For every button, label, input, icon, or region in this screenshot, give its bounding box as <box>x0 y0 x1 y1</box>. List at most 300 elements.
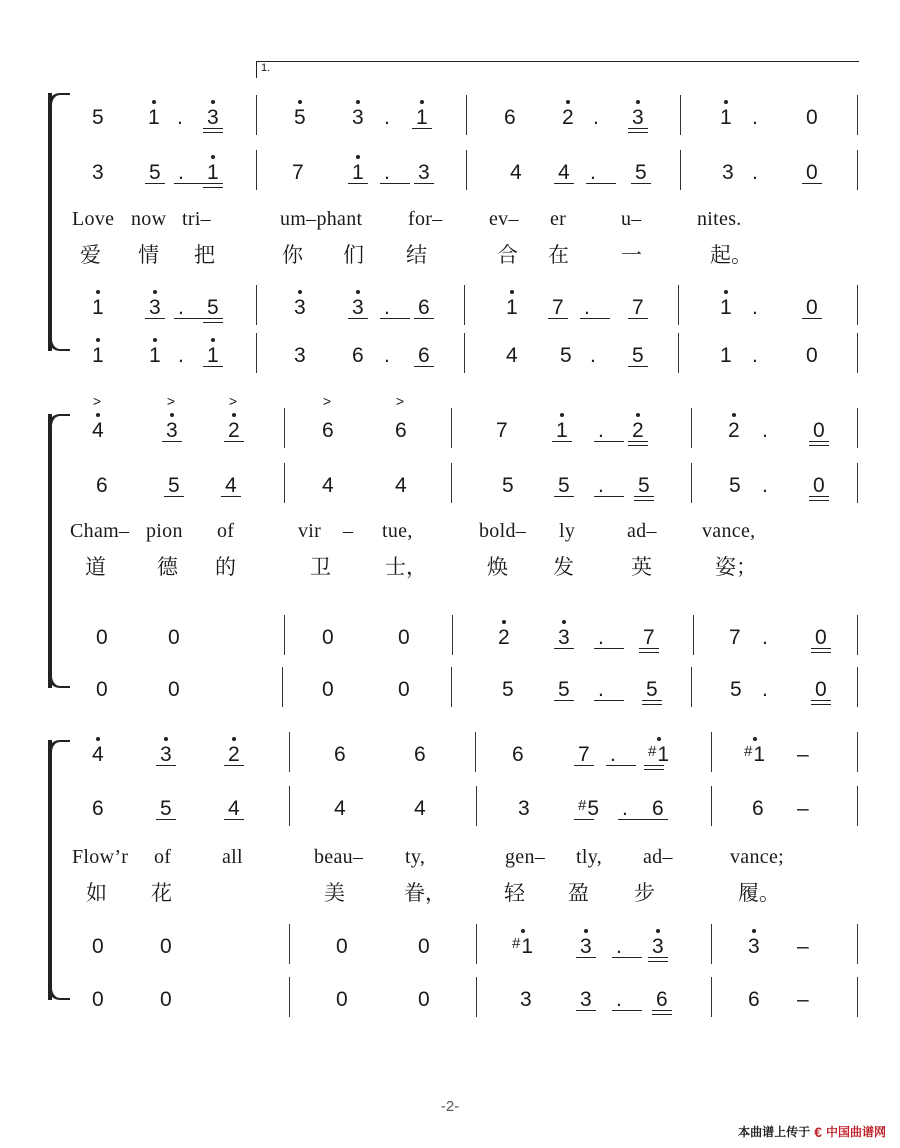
note-value: . <box>762 625 768 649</box>
lyric: Flow’r <box>72 846 129 868</box>
lyric: ly <box>559 520 576 542</box>
note-value: 7 <box>496 418 508 442</box>
underline-beam <box>811 652 831 653</box>
note-value: . <box>616 987 622 1011</box>
note-value: 6 <box>92 796 104 820</box>
lyric: Love <box>72 208 115 230</box>
underline-beam <box>809 441 829 442</box>
note-value: . <box>752 160 758 184</box>
note-glyph <box>520 979 532 1019</box>
lyric: 德 <box>157 555 178 579</box>
note-glyph <box>92 287 104 327</box>
note-value: 5 <box>207 295 219 319</box>
lyric: 爱 <box>80 243 101 267</box>
note-glyph <box>512 926 533 966</box>
note-value: 6 > <box>395 392 407 442</box>
note-glyph <box>502 465 514 505</box>
note-glyph <box>334 734 346 774</box>
note-value: 1 <box>207 162 219 183</box>
underline-beam <box>648 961 668 962</box>
note-glyph <box>418 287 430 327</box>
underline-beam <box>554 648 574 649</box>
accent-mark: > <box>166 392 176 409</box>
note-glyph <box>178 335 184 375</box>
lyric: gen– <box>505 846 546 868</box>
note-value: 6 <box>352 343 364 367</box>
note-value: . <box>178 160 184 184</box>
note-value: 0 <box>813 473 825 497</box>
lyric: tri– <box>182 208 211 230</box>
lyric: 卫 <box>310 555 331 579</box>
lyric: um–phant <box>280 208 363 230</box>
lyric: 一 <box>621 243 642 267</box>
note-glyph <box>813 465 825 505</box>
note-value: . <box>762 677 768 701</box>
note-glyph <box>797 734 809 774</box>
note-glyph <box>178 287 184 327</box>
note-value: 0 <box>322 625 334 649</box>
lyric: pion <box>146 520 183 542</box>
note-glyph <box>578 788 599 828</box>
note-value: 0 <box>815 625 827 649</box>
underline-beam <box>224 819 244 820</box>
lyric: 发 <box>553 555 574 579</box>
note-glyph <box>496 410 508 450</box>
lyric: 情 <box>138 243 159 267</box>
note-glyph <box>418 335 430 375</box>
underline-beam <box>594 441 624 442</box>
note-value: 1 <box>207 345 219 366</box>
note-value: 0 <box>322 677 334 701</box>
underline-beam <box>811 704 831 705</box>
note-glyph <box>292 152 304 192</box>
lyric: beau– <box>314 846 364 868</box>
underline-beam <box>348 183 368 184</box>
note-glyph <box>92 335 104 375</box>
note-value: 0 <box>160 934 172 958</box>
underline-beam <box>628 445 648 446</box>
note-glyph <box>590 152 596 192</box>
note-glyph <box>806 152 818 192</box>
note-value: – <box>797 987 809 1011</box>
note-value: 3 > <box>166 392 178 442</box>
underline-beam <box>639 648 659 649</box>
note-value: 0 <box>418 987 430 1011</box>
note-value: 5 <box>294 107 306 128</box>
note-value: 4 > <box>92 392 104 442</box>
note-value: . <box>384 105 390 129</box>
note-value: 0 <box>418 934 430 958</box>
note-glyph <box>398 617 410 657</box>
note-glyph <box>178 152 184 192</box>
note-value: 0 <box>168 677 180 701</box>
underline-beam <box>612 957 642 958</box>
note-value: 6 <box>748 987 760 1011</box>
lyric: 结 <box>406 243 427 267</box>
underline-beam <box>594 700 624 701</box>
note-glyph <box>336 979 348 1019</box>
note-value: 4 <box>225 473 237 497</box>
lyric: vance, <box>702 520 756 542</box>
note-glyph <box>558 617 570 657</box>
note-value: . <box>384 343 390 367</box>
note-glyph <box>752 97 758 137</box>
note-value: 0 <box>336 987 348 1011</box>
note-glyph <box>562 97 574 137</box>
note-value: . <box>762 473 768 497</box>
note-value: 2 > <box>228 392 240 442</box>
note-value: 5 <box>560 343 572 367</box>
note-glyph <box>510 152 522 192</box>
underline-beam <box>648 819 668 820</box>
note-glyph <box>352 287 364 327</box>
underline-beam <box>348 318 368 319</box>
underline-beam <box>634 496 654 497</box>
note-value: 6 <box>504 105 516 129</box>
underline-beam <box>618 819 648 820</box>
note-value: . <box>384 295 390 319</box>
underline-beam <box>174 183 204 184</box>
note-glyph <box>556 410 568 450</box>
footer-watermark <box>738 1123 886 1140</box>
note-value: 4 <box>558 160 570 184</box>
note-glyph <box>558 669 570 709</box>
note-glyph <box>352 335 364 375</box>
note-value: 5 <box>92 105 104 129</box>
underline-beam <box>548 318 568 319</box>
note-glyph <box>207 152 219 192</box>
note-value: 4 <box>506 343 518 367</box>
underline-beam <box>639 652 659 653</box>
note-value: 1 <box>416 107 428 128</box>
note-glyph <box>336 926 348 966</box>
lyric: 轻 <box>504 881 525 905</box>
note-value: . <box>590 343 596 367</box>
underline-beam <box>576 957 596 958</box>
note-value: 5 <box>729 473 741 497</box>
lyric: Cham– <box>70 520 130 542</box>
note-value: 1 <box>149 345 161 366</box>
note-glyph <box>228 788 240 828</box>
lyric: 道 <box>85 555 106 579</box>
underline-beam <box>811 700 831 701</box>
note-glyph <box>797 788 809 828</box>
underline-beam <box>652 1014 672 1015</box>
note-value: . <box>598 473 604 497</box>
lyric: 如 <box>86 881 107 905</box>
note-value: 1 <box>92 297 104 318</box>
underline-beam <box>414 183 434 184</box>
note-glyph <box>384 152 390 192</box>
underline-beam <box>414 318 434 319</box>
underline-beam <box>145 318 165 319</box>
note-glyph <box>598 465 604 505</box>
note-glyph <box>584 287 590 327</box>
lyric: 履。 <box>738 881 780 905</box>
note-glyph <box>728 410 740 450</box>
underline-beam <box>586 183 616 184</box>
note-glyph <box>590 335 596 375</box>
note-value: 3 <box>294 343 306 367</box>
note-value: 4 <box>414 796 426 820</box>
lyric: 你 <box>282 243 303 267</box>
note-glyph <box>652 926 664 966</box>
underline-beam <box>203 132 223 133</box>
note-value: – <box>797 934 809 958</box>
underline-beam <box>628 366 648 367</box>
underline-beam <box>574 765 594 766</box>
underline-beam <box>156 765 176 766</box>
note-glyph <box>815 669 827 709</box>
note-value: 5 <box>558 677 570 701</box>
lyric: ev– <box>489 208 519 230</box>
underline-beam <box>802 183 822 184</box>
lyric: u– <box>621 208 642 230</box>
note-glyph <box>92 97 104 137</box>
note-glyph <box>762 410 768 450</box>
note-value: . <box>762 418 768 442</box>
note-glyph <box>730 669 742 709</box>
underline-beam <box>628 318 648 319</box>
note-glyph <box>652 788 664 828</box>
note-value: 7 <box>552 295 564 319</box>
note-value: 0 <box>96 625 108 649</box>
note-glyph <box>656 979 668 1019</box>
accent-mark: > <box>395 392 405 409</box>
underline-beam <box>648 957 668 958</box>
note-value: . <box>752 295 758 319</box>
note-value: 0 <box>815 677 827 701</box>
note-value: 0 <box>806 105 818 129</box>
note-value: 3 <box>149 297 161 318</box>
note-glyph <box>646 669 658 709</box>
note-value: 1 <box>352 162 364 183</box>
note-glyph <box>168 617 180 657</box>
note-value: 1 <box>556 420 568 441</box>
underline-beam <box>809 445 829 446</box>
note-value: #1 <box>744 744 765 765</box>
underline-beam <box>552 441 572 442</box>
underline-beam <box>574 819 594 820</box>
underline-beam <box>642 700 662 701</box>
note-value: 3 <box>207 107 219 128</box>
underline-beam <box>156 819 176 820</box>
note-value: 1 <box>720 343 732 367</box>
lyric: bold– <box>479 520 527 542</box>
note-glyph <box>96 465 108 505</box>
note-glyph <box>92 979 104 1019</box>
note-value: . <box>616 934 622 958</box>
note-value: 5 <box>149 160 161 184</box>
lyric: 起。 <box>710 243 752 267</box>
note-glyph <box>352 97 364 137</box>
note-glyph <box>752 287 758 327</box>
accent-mark: > <box>228 392 238 409</box>
note-glyph <box>418 152 430 192</box>
note-value: 0 <box>160 987 172 1011</box>
note-glyph <box>96 617 108 657</box>
note-glyph <box>729 465 741 505</box>
note-glyph <box>225 465 237 505</box>
note-glyph <box>752 788 764 828</box>
note-glyph <box>560 335 572 375</box>
note-glyph <box>806 287 818 327</box>
lyric: vir <box>298 520 322 542</box>
note-glyph <box>598 410 604 450</box>
note-glyph <box>416 97 428 137</box>
note-value: 0 <box>92 934 104 958</box>
underline-beam <box>628 441 648 442</box>
note-glyph <box>632 335 644 375</box>
note-glyph <box>506 335 518 375</box>
note-glyph <box>160 788 172 828</box>
note-glyph <box>638 465 650 505</box>
underline-beam <box>644 769 664 770</box>
note-value: . <box>610 742 616 766</box>
first-ending-bracket <box>256 61 859 78</box>
note-glyph <box>395 465 407 505</box>
note-value: 0 <box>806 160 818 184</box>
lyric: 们 <box>343 243 364 267</box>
note-glyph <box>228 734 240 774</box>
lyric: 合 <box>497 243 518 267</box>
note-glyph <box>322 392 334 450</box>
underline-beam <box>162 441 182 442</box>
lyric: of <box>217 520 235 542</box>
lyric: 在 <box>548 243 569 267</box>
underline-beam <box>203 183 223 184</box>
note-value: 5 <box>558 473 570 497</box>
note-value: 6 <box>418 343 430 367</box>
lyric: 美 <box>324 881 345 905</box>
note-glyph <box>797 926 809 966</box>
underline-beam <box>145 183 165 184</box>
lyric: 士， <box>385 555 427 579</box>
note-glyph <box>166 392 178 450</box>
underline-beam <box>628 132 648 133</box>
accent-mark: > <box>322 392 332 409</box>
underline-beam <box>802 318 822 319</box>
underline-beam <box>644 765 664 766</box>
note-value: 3 <box>160 744 172 765</box>
note-glyph <box>815 617 827 657</box>
note-value: 3 <box>518 796 530 820</box>
underline-beam <box>554 183 574 184</box>
note-value: 4 <box>334 796 346 820</box>
lyric: 的 <box>215 555 236 579</box>
note-glyph <box>504 97 516 137</box>
lyric: vance; <box>730 846 784 868</box>
note-glyph <box>748 926 760 966</box>
underline-beam <box>809 500 829 501</box>
note-glyph <box>498 617 510 657</box>
note-value: 6 > <box>322 392 334 442</box>
note-value: . <box>752 105 758 129</box>
note-value: 3 <box>520 987 532 1011</box>
note-value: 5 <box>168 473 180 497</box>
note-value: . <box>384 160 390 184</box>
note-value: 0 <box>336 934 348 958</box>
note-glyph <box>720 335 732 375</box>
note-value: 3 <box>558 627 570 648</box>
note-value: 3 <box>652 936 664 957</box>
note-value: 0 <box>96 677 108 701</box>
lyric: for– <box>408 208 443 230</box>
note-glyph <box>96 669 108 709</box>
footer-brand: 中国曲谱网 <box>825 1125 886 1139</box>
note-value: 4 <box>228 796 240 820</box>
note-glyph <box>752 335 758 375</box>
lyric: 眷， <box>404 881 446 905</box>
note-glyph <box>593 97 599 137</box>
footer-text: 本曲谱上传于 <box>738 1125 811 1139</box>
underline-beam <box>412 128 432 129</box>
note-value: 6 <box>334 742 346 766</box>
note-value: . <box>590 160 596 184</box>
note-value: 7 <box>292 160 304 184</box>
note-glyph <box>92 926 104 966</box>
lyric: tly, <box>576 846 603 868</box>
note-glyph <box>294 287 306 327</box>
lyric: ad– <box>627 520 657 542</box>
underline-beam <box>628 128 648 129</box>
note-glyph <box>148 97 160 137</box>
note-glyph <box>616 979 622 1019</box>
underline-beam <box>642 704 662 705</box>
lyric: nites. <box>697 208 742 230</box>
note-glyph <box>177 97 183 137</box>
note-glyph <box>762 617 768 657</box>
note-glyph <box>643 617 655 657</box>
underline-beam <box>612 1010 642 1011</box>
lyric: 花 <box>151 881 172 905</box>
note-value: . <box>598 418 604 442</box>
underline-beam <box>631 183 651 184</box>
note-value: . <box>178 295 184 319</box>
note-glyph <box>294 97 306 137</box>
note-glyph <box>92 788 104 828</box>
note-glyph <box>616 926 622 966</box>
note-value: 2 <box>498 627 510 648</box>
note-value: 1 <box>92 345 104 366</box>
note-glyph <box>762 465 768 505</box>
note-value: . <box>622 796 628 820</box>
note-value: . <box>593 105 599 129</box>
volta-label: 1. <box>261 62 271 74</box>
underline-beam <box>224 441 244 442</box>
note-glyph <box>418 926 430 966</box>
note-glyph <box>149 152 161 192</box>
lyric: 姿； <box>715 555 757 579</box>
note-glyph <box>598 669 604 709</box>
underline-beam <box>380 183 410 184</box>
note-value: . <box>584 295 590 319</box>
note-glyph <box>552 287 564 327</box>
note-glyph <box>806 97 818 137</box>
underline-beam <box>554 700 574 701</box>
lyric: ty, <box>405 846 426 868</box>
note-glyph <box>160 926 172 966</box>
note-value: 3 <box>580 936 592 957</box>
note-value: 3 <box>632 107 644 128</box>
note-value: 4 <box>92 744 104 765</box>
note-glyph <box>502 669 514 709</box>
accent-mark: > <box>92 392 102 409</box>
note-glyph <box>720 287 732 327</box>
underline-beam <box>576 1010 596 1011</box>
note-value: 3 <box>580 987 592 1011</box>
underline-beam <box>203 187 223 188</box>
